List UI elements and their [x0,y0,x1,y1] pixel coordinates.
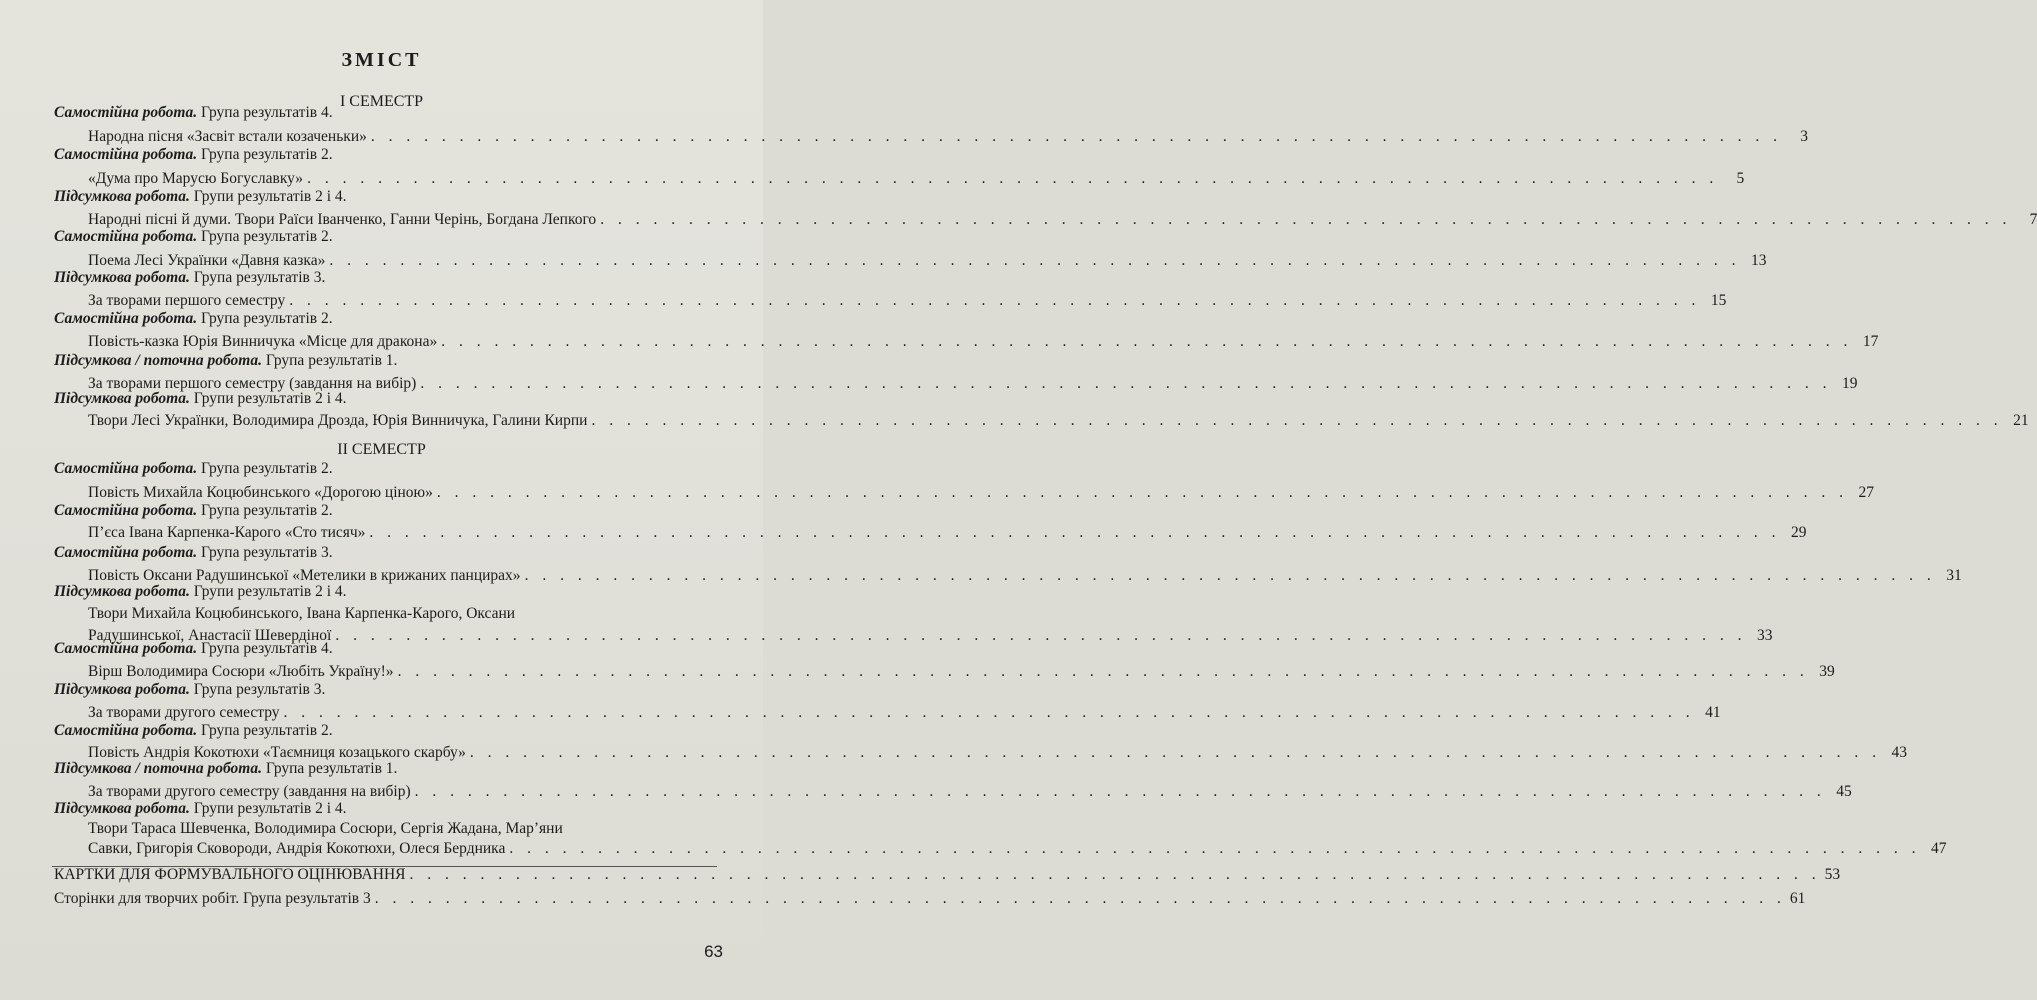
dot-leader: . . . . . . . . . . . . . . . . . . . . . . . . . . . . . . . . . . . . . . . . . . . . . . . . . . . . . . . . . . . . . . . . . . . . . . . . . . . . . . . . [369,524,1781,541]
toc-item-text: Повість Михайла Коцюбинського «Дорогою ціною» [88,484,433,501]
toc-page-number: 43 [1891,744,1907,761]
toc-item-text: Повість Оксани Радушинської «Метелики в крижаних панцирах» [88,567,521,584]
toc-item [88,333,1879,351]
work-type: Підсумкова робота. [54,681,190,698]
toc-item-text: За творами другого семестру (завдання на вибір) [88,783,411,800]
toc-page-number: 29 [1791,524,1807,541]
result-group: Група результатів 1. [261,352,398,369]
entry-category [54,390,347,408]
result-group: Група результатів 2. [197,146,333,163]
toc-item-text: За творами першого семестру [88,292,286,309]
toc-item [88,820,715,838]
toc-item-text: Твори Лесі Українки, Володимира Дрозда, Юрія Винничука, Галини Кирпи [88,412,588,429]
toc-item [88,211,2037,229]
dot-leader: . . . . . . . . . . . . . . . . . . . . . . . . . . . . . . . . . . . . . . . . . . . . . . . . . . . . . . . . . . . . . . . . . . . . . . . . . . . . . . . . [441,333,1853,350]
result-group: Група результатів 3. [189,269,326,286]
work-type: Самостійна робота. [54,722,198,739]
entry-category [54,681,325,699]
entry-category [54,544,333,562]
toc-item-text: Повість Андрія Кокотюхи «Таємниця козацького скарбу» [88,744,466,761]
toc-item [88,128,1808,146]
toc-item [88,840,1947,858]
result-group: Група результатів 3. [197,544,333,561]
result-group: Група результатів 2. [197,310,333,327]
dot-leader: . . . . . . . . . . . . . . . . . . . . . . . . . . . . . . . . . . . . . . . . . . . . . . . . . . . . . . . . . . . . . . . . . . . . . . . . . . . . . . . . [414,783,1826,800]
semester-heading: ІІ СЕМЕСТР [337,441,426,458]
toc-page-number: 27 [1858,484,1875,501]
result-group: Група результатів 2. [197,502,333,519]
toc-page-number: 39 [1819,663,1835,680]
result-group: Група результатів 4. [197,104,333,121]
entry-category [54,583,347,601]
page-title: ЗМІСТ [341,49,422,71]
work-type: Самостійна робота. [54,146,198,163]
dot-leader: . . . . . . . . . . . . . . . . . . . . . . . . . . . . . . . . . . . . . . . . . . . . . . . . . . . . . . . . . . . . . . . . . . . . . . . . . . . . . . . . [469,744,1881,761]
result-group: Групи результатів 2 і 4. [189,583,347,600]
work-type: Самостійна робота. [54,104,198,121]
result-group: Група результатів 1. [261,760,398,777]
entry-category [54,722,333,740]
dot-leader: . . . . . . . . . . . . . . . . . . . . . . . . . . . . . . . . . . . . . . . . . . . . . . . . . . . . . . . . . . . . . . . . . . . . . . . . . . . . . . . . [600,211,2012,228]
work-type: Підсумкова робота. [54,800,190,817]
entry-category [54,640,333,658]
entry-category [54,188,347,206]
result-group: Група результатів 2. [197,460,333,477]
toc-item-text: Сторінки для творчих робіт. Група результатів 3 [54,890,371,907]
toc-page-number: 19 [1841,375,1858,392]
result-group: Група результатів 2. [197,722,333,739]
page-number: 63 [704,942,723,961]
toc-page-number: 15 [1710,292,1727,309]
dot-leader: . . . . . . . . . . . . . . . . . . . . . . . . . . . . . . . . . . . . . . . . . . . . . . . . . . . . . . . . . . . . . . . . . . . . . . . . . . . . . . . . [374,890,1786,907]
entry-category [54,310,333,328]
dot-leader: . . . . . . . . . . . . . . . . . . . . . . . . . . . . . . . . . . . . . . . . . . . . . . . . . . . . . . . . . . . . . . . . . . . . . . . . . . . . . . . . [289,292,1701,309]
result-group: Групи результатів 2 і 4. [189,390,347,407]
dot-leader: . . . . . . . . . . . . . . . . . . . . . . . . . . . . . . . . . . . . . . . . . . . . . . . . . . . . . . . . . . . . . . . . . . . . . . . . . . . . . . . . [509,840,1921,857]
toc-item-text: П’єса Івана Карпенка-Карого «Сто тисяч» [88,524,366,541]
toc-item-text: Народні пісні й думи. Твори Раїси Іванченко, Ганни Черінь, Богдана Лепкого [88,211,597,228]
work-type: Підсумкова робота. [54,390,190,407]
result-group: Група результатів 3. [189,681,326,698]
entry-category [54,352,397,370]
dot-leader: . . . . . . . . . . . . . . . . . . . . . . . . . . . . . . . . . . . . . . . . . . . . . . . . . . . . . . . . . . . . . . . . . . . . . . . . . . . . . . . . [420,375,1832,392]
dot-leader: . . . . . . . . . . . . . . . . . . . . . . . . . . . . . . . . . . . . . . . . . . . . . . . . . . . . . . . . . . . . . . . . . . . . . . . . . . . . . . . . [329,252,1741,269]
toc-item-text: Повість-казка Юрія Винничука «Місце для дракона» [88,333,438,350]
dot-leader: . . . . . . . . . . . . . . . . . . . . . . . . . . . . . . . . . . . . . . . . . . . . . . . . . . . . . . . . . . . . . . . . . . . . . . . . . . . . . . . . [370,128,1782,145]
toc-item-text: КАРТКИ ДЛЯ ФОРМУВАЛЬНОГО ОЦІНЮВАННЯ [54,866,406,883]
dot-leader: . . . . . . . . . . . . . . . . . . . . . . . . . . . . . . . . . . . . . . . . . . . . . . . . . . . . . . . . . . . . . . . . . . . . . . . . . . . . . . . . [283,704,1695,721]
toc-page-number: 41 [1705,704,1721,721]
result-group: Групи результатів 2 і 4. [189,188,347,205]
toc-item-text: Народна пісня «Засвіт встали козаченьки» [88,128,367,145]
dot-leader: . . . . . . . . . . . . . . . . . . . . . . . . . . . . . . . . . . . . . . . . . . . . . . . . . . . . . . . . . . . . . . . . . . . . . . . . . . . . . . . . [436,484,1849,501]
toc-page-number: 61 [1789,890,1806,907]
toc-item-text: Твори Тараса Шевченка, Володимира Сосюри, Сергія Жадана, Мар’яни [88,820,563,837]
toc-item-text: Савки, Григорія Сковороди, Андрія Кокотюхи, Олеся Бердника [88,840,506,857]
toc-item-text: Радушинської, Анастасії Шевердіної [88,627,332,644]
dot-leader: . . . . . . . . . . . . . . . . . . . . . . . . . . . . . . . . . . . . . . . . . . . . . . . . . . . . . . . . . . . . . . . . . . . . . . . . . . . . . . . . [591,412,2003,429]
result-group: Група результатів 4. [197,640,333,657]
toc-item [88,704,1721,722]
toc-page-number: 53 [1824,866,1841,883]
toc-item-text: «Дума про Марусю Богуславку» [88,170,304,187]
work-type: Самостійна робота. [54,228,198,245]
toc-page-number: 3 [1800,128,1808,145]
toc-item [88,524,1807,542]
entry-category [54,760,397,778]
dot-leader: . . . . . . . . . . . . . . . . . . . . . . . . . . . . . . . . . . . . . . . . . . . . . . . . . . . . . . . . . . . . . . . . . . . . . . . . . . . . . . . . [524,567,1936,584]
toc-item [88,412,2029,430]
toc-item [88,484,1875,502]
toc-item-text: За творами другого семестру [88,704,280,721]
work-type: Самостійна робота. [54,640,198,657]
entry-category [54,502,333,520]
entry-category [54,228,333,246]
toc-item [88,170,1745,188]
entry-category [54,800,347,818]
work-type: Підсумкова / поточна робота. [54,352,262,369]
result-group: Групи результатів 2 і 4. [189,800,347,817]
toc-item [88,663,1835,681]
work-type: Підсумкова робота. [54,188,190,205]
entry-category [54,146,333,164]
toc-item-text: Вірш Володимира Сосюри «Любіть Україну!» [88,663,394,680]
result-group: Група результатів 2. [197,228,333,245]
work-type: Самостійна робота. [54,544,198,561]
dot-leader: . . . . . . . . . . . . . . . . . . . . . . . . . . . . . . . . . . . . . . . . . . . . . . . . . . . . . . . . . . . . . . . . . . . . . . . . . . . . . . . . [397,663,1809,680]
work-type: Підсумкова робота. [54,269,190,286]
toc-item-text: За творами першого семестру (завдання на вибір) [88,375,417,392]
dot-leader: . . . . . . . . . . . . . . . . . . . . . . . . . . . . . . . . . . . . . . . . . . . . . . . . . . . . . . . . . . . . . . . . . . . . . . . . . . . . . . . . [335,627,1747,644]
semester-heading: І СЕМЕСТР [339,93,424,110]
work-type: Підсумкова робота. [54,583,190,600]
entry-category [54,104,333,122]
toc-page-number: 21 [2013,412,2029,429]
work-type: Самостійна робота. [54,502,198,519]
toc-page-number: 17 [1862,333,1879,350]
toc-item-text: Поема Лесі Українки «Давня казка» [88,252,326,269]
toc-page-number: 7 [2029,211,2037,228]
footer-entry [54,866,1841,884]
toc-item-text: Твори Михайла Коцюбинського, Івана Карпенка-Карого, Оксани [88,605,516,622]
work-type: Самостійна робота. [54,460,198,477]
toc-page-number: 47 [1930,840,1947,857]
footer-entry [54,890,1806,908]
entry-category [54,460,333,478]
toc-page-number: 5 [1736,170,1745,187]
toc-page-number: 31 [1946,567,1962,584]
toc-page-number: 45 [1836,783,1852,800]
work-type: Підсумкова / поточна робота. [54,760,262,777]
work-type: Самостійна робота. [54,310,198,327]
toc-item [88,292,1727,310]
toc-page-number: 13 [1750,252,1767,269]
toc-page-number: 33 [1756,627,1773,644]
dot-leader: . . . . . . . . . . . . . . . . . . . . . . . . . . . . . . . . . . . . . . . . . . . . . . . . . . . . . . . . . . . . . . . . . . . . . . . . . . . . . . . . [409,866,1821,883]
toc-item [88,252,1767,270]
dot-leader: . . . . . . . . . . . . . . . . . . . . . . . . . . . . . . . . . . . . . . . . . . . . . . . . . . . . . . . . . . . . . . . . . . . . . . . . . . . . . . . . [307,170,1719,187]
toc-item [88,783,1852,801]
toc-item [88,605,715,623]
entry-category [54,269,325,287]
